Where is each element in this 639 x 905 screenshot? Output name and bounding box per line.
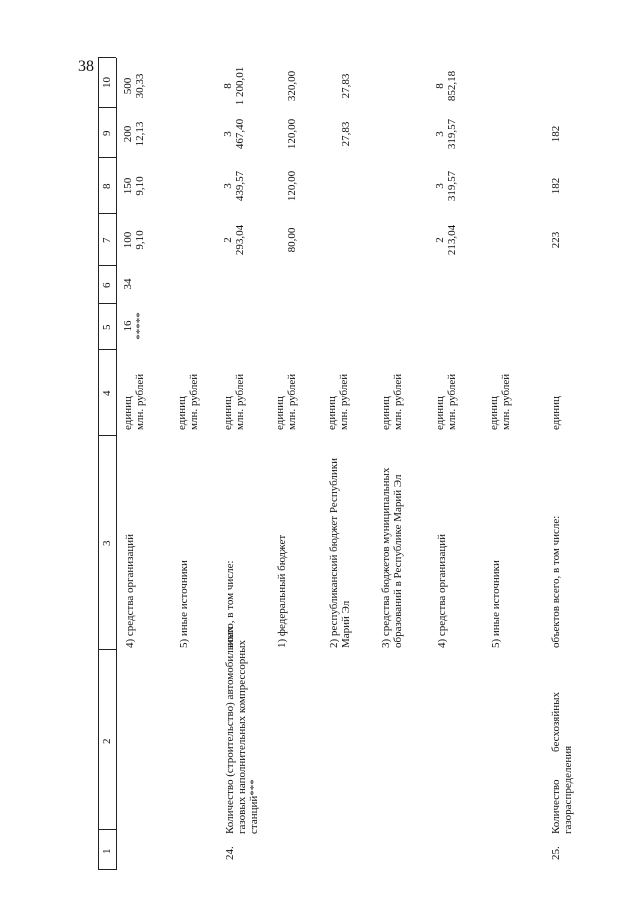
value-cell: 182 xyxy=(550,177,562,195)
value-cell: 27,83 xyxy=(340,73,352,99)
header-bottom-border xyxy=(116,58,117,870)
header-cell: 1 xyxy=(101,848,113,854)
col-sep xyxy=(98,435,116,436)
unit-label: единиц xyxy=(488,396,500,430)
col-sep xyxy=(98,829,116,830)
header-cell: 10 xyxy=(101,77,113,88)
col-sep xyxy=(98,157,116,158)
value-cell: 2 xyxy=(222,237,234,243)
value-cell: 3 xyxy=(434,131,446,137)
header-cell: 8 xyxy=(101,183,113,189)
header-cell: 7 xyxy=(101,237,113,243)
unit-label: единиц xyxy=(122,396,134,430)
col-sep xyxy=(98,265,116,266)
row-label: объектов всего, в том числе: xyxy=(550,515,562,648)
value-cell: 120,00 xyxy=(286,118,298,150)
unit-label: млн. рублей xyxy=(286,373,298,430)
value-cell: 293,04 xyxy=(234,224,246,256)
row-label: всего, в том числе: xyxy=(224,560,236,648)
value-cell: 200 xyxy=(122,125,134,143)
header-cell: 2 xyxy=(101,738,113,744)
value-cell: 27,83 xyxy=(340,121,352,147)
value-cell: 8 xyxy=(222,83,234,89)
value-cell: ***** xyxy=(134,312,146,340)
row-title-line: станций*** xyxy=(248,779,260,834)
header-cell: 9 xyxy=(101,130,113,136)
row-label: 5) иные источники xyxy=(490,560,502,648)
row-label: 3) средства бюджетов муниципальных xyxy=(380,467,392,648)
unit-label: млн. рублей xyxy=(392,373,404,430)
row-number: 25. xyxy=(550,846,562,860)
rotated-table xyxy=(90,50,620,870)
col-sep xyxy=(98,349,116,350)
col-sep xyxy=(98,57,116,58)
unit-label: единиц xyxy=(176,396,188,430)
value-cell: 182 xyxy=(550,125,562,143)
value-cell: 30,33 xyxy=(134,73,146,99)
value-cell: 439,57 xyxy=(234,170,246,202)
unit-label: единиц xyxy=(434,396,446,430)
row-label: 5) иные источники xyxy=(178,560,190,648)
header-cell: 3 xyxy=(101,540,113,546)
header-cell: 5 xyxy=(101,324,113,330)
row-title-line: Количество (строительство) автомобильных xyxy=(224,626,236,834)
unit-label: единиц xyxy=(326,396,338,430)
row-number: 24. xyxy=(224,846,236,860)
value-cell: 500 xyxy=(122,77,134,95)
unit-label: млн. рублей xyxy=(446,373,458,430)
unit-label: единиц xyxy=(222,396,234,430)
row-label: 1) федеральный бюджет xyxy=(276,534,288,648)
unit-label: единиц xyxy=(274,396,286,430)
value-cell: 80,00 xyxy=(286,227,298,253)
row-label: 4) средства организаций xyxy=(436,533,448,648)
value-cell: 9,10 xyxy=(134,230,146,250)
value-cell: 319,57 xyxy=(446,170,458,202)
value-cell: 150 xyxy=(122,177,134,195)
row-label: Марий Эл xyxy=(340,600,352,648)
value-cell: 9,10 xyxy=(134,176,146,196)
row-label: 2) республиканский бюджет Республики xyxy=(328,457,340,648)
value-cell: 3 xyxy=(222,183,234,189)
col-sep xyxy=(98,869,116,870)
value-cell: 12,13 xyxy=(134,121,146,147)
value-cell: 320,00 xyxy=(286,70,298,102)
value-cell: 3 xyxy=(434,183,446,189)
value-cell: 100 xyxy=(122,231,134,249)
header-cell: 6 xyxy=(101,282,113,288)
col-sep xyxy=(98,107,116,108)
value-cell: 1 200,01 xyxy=(234,66,246,106)
page-number: 38 xyxy=(78,58,94,75)
col-sep xyxy=(98,649,116,650)
value-cell: 319,57 xyxy=(446,118,458,150)
value-cell: 213,04 xyxy=(446,224,458,256)
value-cell: 3 xyxy=(222,131,234,137)
unit-label: млн. рублей xyxy=(134,373,146,430)
col-sep xyxy=(98,213,116,214)
row-label: образований в Республике Марий Эл xyxy=(392,474,404,648)
row-title-line: газовых наполнительных компрессорных xyxy=(236,640,248,834)
row-title-line: Количество бесхозяйных xyxy=(550,691,562,834)
unit-label: млн. рублей xyxy=(234,373,246,430)
unit-label: единиц xyxy=(550,396,562,430)
row-label: 4) средства организаций xyxy=(124,533,136,648)
value-cell: 120,00 xyxy=(286,170,298,202)
unit-label: млн. рублей xyxy=(338,373,350,430)
value-cell: 223 xyxy=(550,231,562,249)
value-cell: 8 xyxy=(434,83,446,89)
row-title-line: газораспределения xyxy=(562,745,574,834)
value-cell: 467,40 xyxy=(234,118,246,150)
unit-label: млн. рублей xyxy=(500,373,512,430)
value-cell: 34 xyxy=(122,278,134,290)
header-cell: 4 xyxy=(101,390,113,396)
value-cell: 2 xyxy=(434,237,446,243)
unit-label: единиц xyxy=(380,396,392,430)
value-cell: 16 xyxy=(122,320,134,332)
unit-label: млн. рублей xyxy=(188,373,200,430)
value-cell: 852,18 xyxy=(446,70,458,102)
col-sep xyxy=(98,303,116,304)
table-top-border xyxy=(98,58,99,870)
